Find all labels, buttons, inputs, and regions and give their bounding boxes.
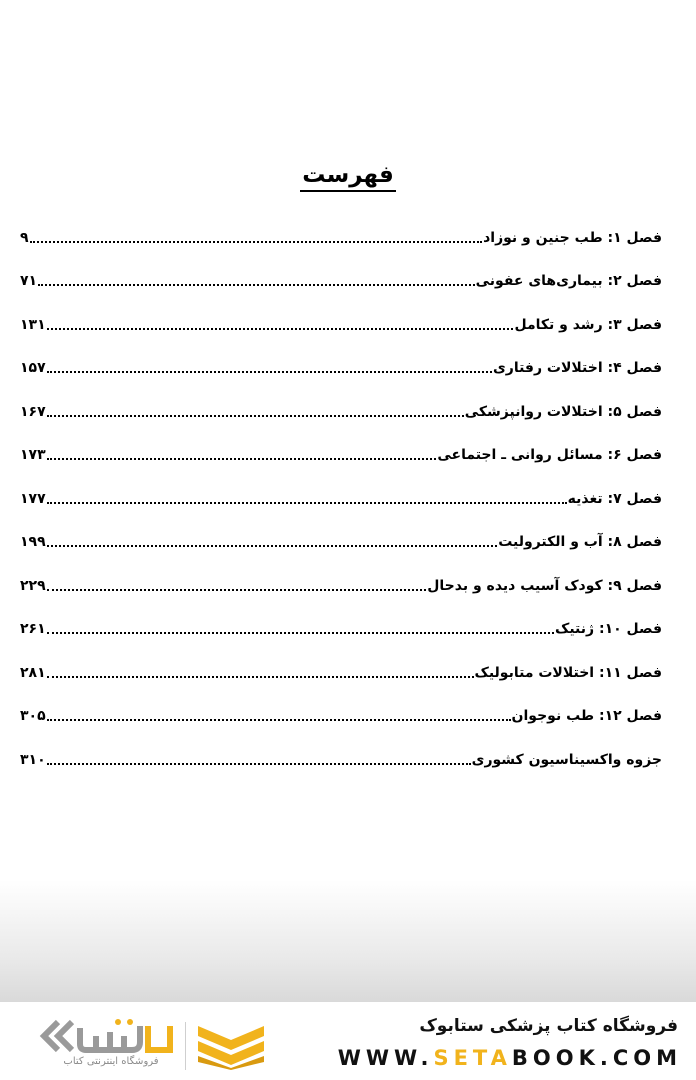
toc-entry-page-number: ۱۹۹ — [20, 534, 46, 550]
dot-leader — [47, 502, 567, 504]
toc-entry-page-number: ۹ — [20, 229, 29, 246]
toc-entry-page-number: ۱۷۷ — [20, 490, 46, 507]
toc-entry-page-number: ۷۱ — [20, 273, 38, 289]
toc-entry[interactable] — [20, 212, 662, 256]
toc-entry-page-number: ۱۵۷ — [20, 360, 46, 376]
toc-entry[interactable] — [20, 386, 662, 430]
toc-entry[interactable] — [20, 256, 662, 300]
dot-leader — [47, 676, 474, 678]
toc-entry-label: فصل ۱۱: اختلالات متابولیک — [474, 664, 662, 681]
toc-entry-page-number: ۳۱۰ — [20, 751, 46, 768]
toc-entry[interactable] — [20, 430, 662, 474]
url-part-prefix: WWW. — [337, 1046, 434, 1070]
page-edge-shadow — [0, 880, 696, 1002]
dot-leader — [47, 589, 427, 591]
toc-entry-page-number: ۱۷۳ — [20, 447, 46, 463]
table-of-contents — [20, 212, 662, 778]
store-name: فروشگاه کتاب پزشکی ستابوک — [419, 1016, 678, 1036]
toc-entry-label: فصل ۴: اختلالات رفتاری — [492, 360, 662, 376]
dot-leader — [47, 415, 464, 417]
dot-leader — [47, 763, 471, 765]
logo-subtitle: فروشگاه اینترنتی کتاب — [63, 1056, 159, 1067]
toc-entry[interactable] — [20, 691, 662, 735]
dot-leader — [47, 328, 514, 330]
dot-leader — [30, 241, 483, 243]
toc-entry-label: جزوه واکسیناسیون کشوری — [471, 751, 662, 768]
toc-entry-label: فصل ۷: تغذیه — [567, 490, 662, 507]
toc-entry[interactable] — [20, 473, 662, 517]
dot-leader — [47, 458, 437, 460]
setabook-logo — [36, 1016, 176, 1056]
toc-entry-page-number: ۲۲۹ — [20, 577, 46, 594]
toc-entry-page-number: ۳۰۵ — [20, 708, 46, 724]
publisher-banner — [0, 1002, 696, 1080]
toc-entry[interactable] — [20, 560, 662, 604]
toc-entry-label: فصل ۱۲: طب نوجوان — [511, 708, 662, 724]
toc-entry-label: فصل ۶: مسائل روانی ـ اجتماعی — [437, 447, 662, 463]
toc-entry-label: فصل ۸: آب و الکترولیت — [498, 534, 662, 550]
url-part-highlight: SETA — [433, 1046, 512, 1070]
store-url[interactable] — [338, 1046, 682, 1070]
toc-entry[interactable] — [20, 647, 662, 691]
toc-entry-page-number: ۲۸۱ — [20, 664, 46, 681]
dot-leader — [47, 719, 511, 721]
toc-entry-label: فصل ۱۰: ژنتیک — [555, 621, 662, 637]
dot-leader — [47, 371, 492, 373]
toc-entry[interactable] — [20, 517, 662, 561]
toc-entry[interactable] — [20, 734, 662, 778]
page-title: فهرست — [0, 162, 696, 188]
toc-entry[interactable] — [20, 299, 662, 343]
toc-entry-page-number: ۲۶۱ — [20, 621, 46, 637]
toc-entry-label: فصل ۲: بیماری‌های عفونی — [475, 273, 662, 289]
toc-entry-label: فصل ۳: رشد و تکامل — [514, 316, 662, 333]
toc-entry-page-number: ۱۶۷ — [20, 403, 46, 420]
logo-divider — [185, 1022, 186, 1070]
toc-entry[interactable] — [20, 604, 662, 648]
dot-leader — [47, 545, 498, 547]
dot-leader — [38, 284, 475, 286]
chevron-stack-icon — [196, 1024, 266, 1070]
toc-entry-page-number: ۱۳۱ — [20, 316, 46, 333]
url-part-suffix: BOOK.COM — [511, 1046, 682, 1070]
toc-entry-label: فصل ۹: کودک آسیب دیده و بدحال — [427, 577, 662, 594]
toc-entry-label: فصل ۱: طب جنین و نوزاد — [483, 229, 662, 246]
toc-entry-label: فصل ۵: اختلالات روانپزشکی — [464, 403, 662, 420]
dot-leader — [47, 632, 554, 634]
toc-entry[interactable] — [20, 343, 662, 387]
